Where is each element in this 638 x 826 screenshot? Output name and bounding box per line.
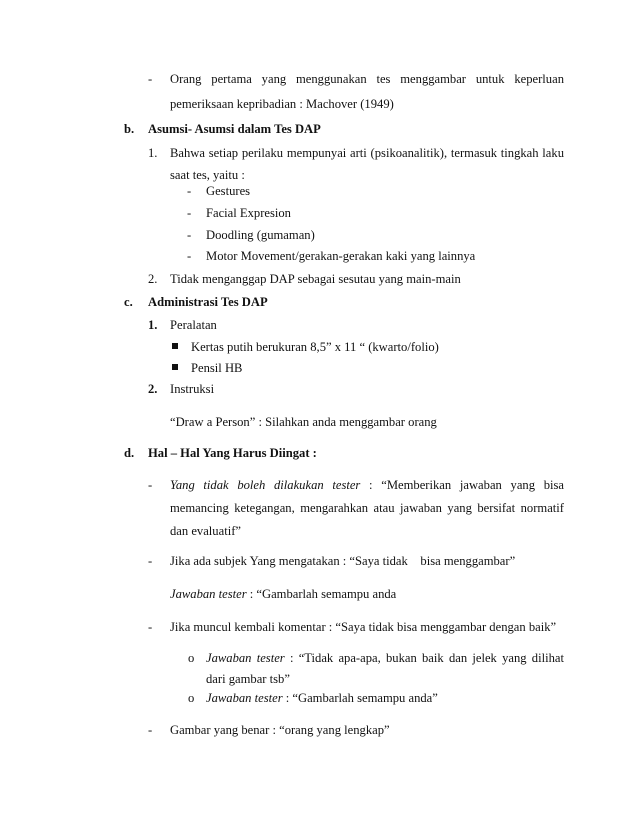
assumption-1-line-2: saat tes, yaitu :: [170, 168, 245, 182]
assumption-2: Tidak menganggap DAP sebagai sesutau yang main-main: [170, 272, 461, 286]
circle-marker: o: [188, 691, 195, 705]
sub-item-doodling: Doodling (gumaman): [206, 228, 315, 242]
assumption-1-line-1: Bahwa setiap perilaku mempunyai arti (psikoanalitik), termasuk tingkah laku: [170, 146, 564, 160]
rule-2-text: Jika ada subjek Yang mengatakan : “Saya tidak bisa menggambar”: [170, 554, 516, 568]
dash-marker: -: [187, 249, 192, 263]
item-number: 1.: [148, 146, 158, 160]
rule-1-line-1: [170, 477, 564, 493]
rule-3-text: Jika muncul kembali komentar : “Saya tidak bisa menggambar dengan baik”: [170, 620, 557, 634]
rule-3-answer-1-line-2: dari gambar tsb”: [206, 672, 290, 686]
rule-2-answer: [170, 586, 396, 602]
dash-marker: -: [148, 478, 153, 492]
dash-marker: -: [148, 620, 153, 634]
section-b-heading: Asumsi- Asumsi dalam Tes DAP: [148, 122, 321, 136]
equipment-pencil: Pensil HB: [191, 361, 243, 375]
rule-3-answer-2: [206, 690, 438, 706]
circle-marker: o: [188, 651, 195, 665]
dash-marker: -: [187, 206, 192, 220]
dash-marker: -: [148, 723, 153, 737]
sub-item-facial: Facial Expresion: [206, 206, 291, 220]
intro-line-1: Orang pertama yang menggunakan tes menggambar untuk keperluan: [170, 72, 564, 86]
rule-1-line-2: memancing ketegangan, mengarahkan atau jawaban yang bersifat normatif: [170, 501, 564, 515]
rule-3-answer-1-line-1: [206, 650, 564, 666]
item-number: 2.: [148, 382, 158, 396]
intro-line-2: pemeriksaan kepribadian : Machover (1949): [170, 97, 394, 111]
section-c-letter: c.: [124, 295, 133, 309]
section-b-letter: b.: [124, 122, 135, 136]
equipment-paper: Kertas putih berukuran 8,5” x 11 “ (kwarto/folio): [191, 340, 439, 354]
bullet-square-icon: [172, 339, 178, 355]
answer-label: Jawaban tester: [206, 651, 285, 665]
instruction-label: Instruksi: [170, 382, 215, 396]
rule-1-italic: Yang tidak boleh dilakukan tester: [170, 478, 361, 492]
rule-1-rest: : “Memberikan jawaban yang bisa: [360, 478, 564, 492]
rule-4-text: Gambar yang benar : “orang yang lengkap”: [170, 723, 390, 737]
answer-text: : “Gambarlah semampu anda”: [282, 691, 438, 705]
dash-marker: -: [187, 184, 192, 198]
dash-marker: -: [148, 554, 153, 568]
sub-item-gestures: Gestures: [206, 184, 251, 198]
answer-text: : “Tidak apa-apa, bukan baik dan jelek yang dilihat: [284, 651, 564, 665]
section-d-heading: Hal – Hal Yang Harus Diingat :: [148, 446, 317, 460]
answer-text: : “Gambarlah semampu anda: [246, 587, 397, 601]
answer-label: Jawaban tester: [170, 587, 247, 601]
rule-1-line-3: dan evaluatif”: [170, 524, 241, 538]
section-d-letter: d.: [124, 446, 135, 460]
dash-marker: -: [187, 228, 192, 242]
item-number: 2.: [148, 272, 158, 286]
sub-item-motor: Motor Movement/gerakan-gerakan kaki yang lainnya: [206, 249, 476, 263]
answer-label: Jawaban tester: [206, 691, 283, 705]
equipment-label: Peralatan: [170, 318, 217, 332]
item-number: 1.: [148, 318, 158, 332]
instruction-text: “Draw a Person” : Silahkan anda menggambar orang: [170, 415, 437, 429]
dash-marker: -: [148, 72, 153, 86]
section-c-heading: Administrasi Tes DAP: [148, 295, 268, 309]
bullet-square-icon: [172, 360, 178, 376]
